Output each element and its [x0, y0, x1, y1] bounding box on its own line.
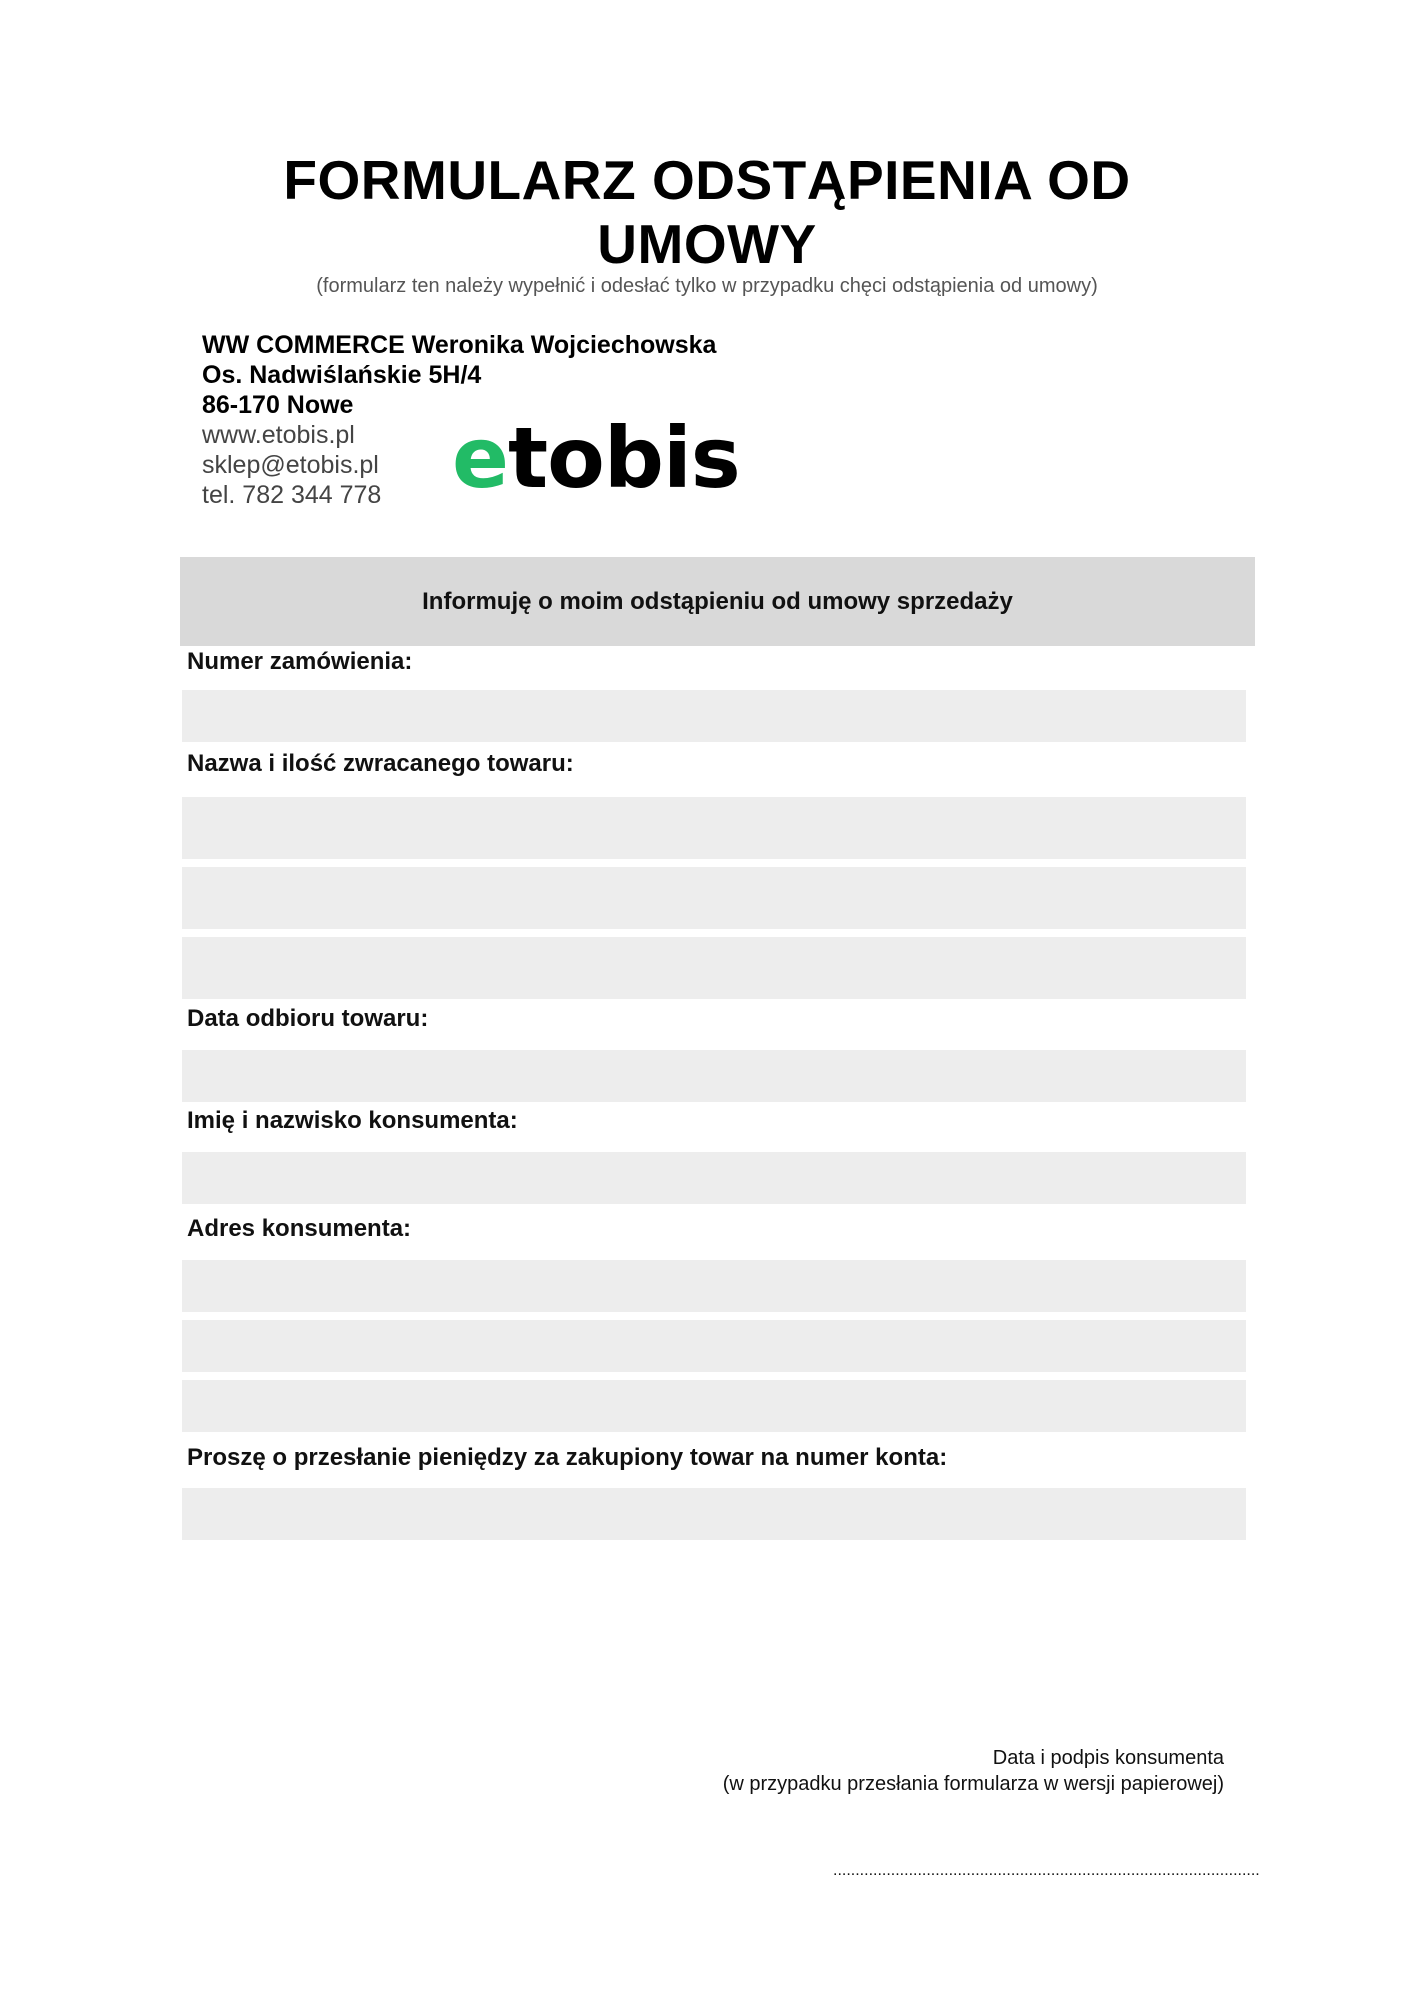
- logo-text-rest: tobis: [507, 409, 740, 507]
- consumer-name-field[interactable]: [182, 1152, 1246, 1204]
- company-email: sklep@etobis.pl: [202, 451, 379, 479]
- receipt-date-label: Data odbioru towaru:: [187, 1005, 429, 1032]
- signature-caption: [723, 1745, 1224, 1797]
- form-title-line2: UMOWY: [597, 213, 817, 275]
- goods-field-2[interactable]: [182, 867, 1246, 929]
- bank-account-label: Proszę o przesłanie pieniędzy za zakupiony towar na numer konta:: [187, 1444, 948, 1471]
- company-name: WW COMMERCE Weronika Wojciechowska: [202, 331, 717, 359]
- goods-field-1[interactable]: [182, 797, 1246, 859]
- signature-caption-line2: (w przypadku przesłania formularza w wersji papierowej): [722, 1773, 1224, 1795]
- consumer-name-label: Imię i nazwisko konsumenta:: [187, 1107, 518, 1134]
- receipt-date-field[interactable]: [182, 1050, 1246, 1102]
- consumer-address-field-1[interactable]: [182, 1260, 1246, 1312]
- order-number-label: Numer zamówienia:: [187, 648, 413, 675]
- company-phone: tel. 782 344 778: [202, 481, 382, 509]
- form-subtitle: (formularz ten należy wypełnić i odesłać tylko w przypadku chęci odstąpienia od umowy): [316, 275, 1098, 297]
- bank-account-field[interactable]: [182, 1488, 1246, 1540]
- goods-field-3[interactable]: [182, 937, 1246, 999]
- consumer-address-field-3[interactable]: [182, 1380, 1246, 1432]
- form-banner: [180, 557, 1255, 646]
- goods-label: Nazwa i ilość zwracanego towaru:: [187, 750, 574, 777]
- company-street: Os. Nadwiślańskie 5H/4: [202, 361, 482, 389]
- consumer-address-field-2[interactable]: [182, 1320, 1246, 1372]
- form-title: [250, 148, 1164, 276]
- company-city: 86-170 Nowe: [202, 391, 354, 419]
- signature-caption-line1: Data i podpis konsumenta: [992, 1747, 1224, 1769]
- company-website: www.etobis.pl: [202, 421, 355, 449]
- form-title-line1: FORMULARZ ODSTĄPIENIA OD: [283, 149, 1131, 211]
- consumer-address-label: Adres konsumenta:: [187, 1215, 412, 1242]
- etobis-logo: [452, 408, 740, 508]
- signature-line[interactable]: ................................................................................................: [833, 1862, 1260, 1879]
- logo-letter-e: e: [452, 409, 508, 507]
- form-banner-text: Informuję o moim odstąpieniu od umowy sprzedaży: [422, 587, 1013, 615]
- order-number-field[interactable]: [182, 690, 1246, 742]
